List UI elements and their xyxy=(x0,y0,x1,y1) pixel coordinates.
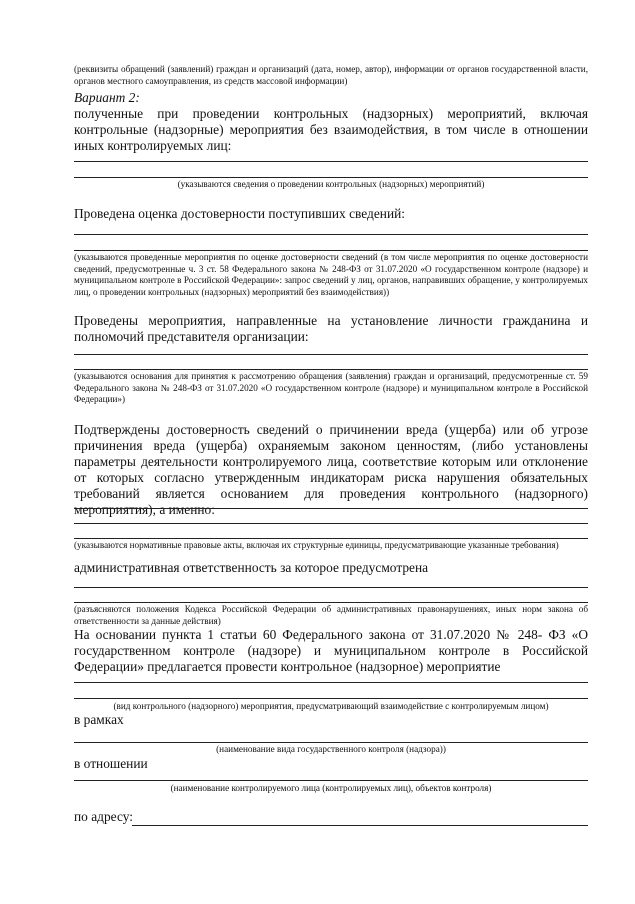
address-label: по адресу: xyxy=(74,809,133,824)
control-type-caption: (наименование вида государственного контроля (надзора)) xyxy=(216,744,446,754)
fill-line xyxy=(74,160,588,162)
variant-2-heading: Вариант 2: xyxy=(74,90,140,105)
variant-2-text: полученные при проведении контрольных (надзорных) мероприятий, включая контрольные (надзорные) мероприятия без взаимодействия, в том числе в отношении иных контролируемых лиц: xyxy=(74,106,588,153)
grounds-caption: (указываются основания для принятия к рассмотрению обращения (заявления) граждан и организаций, предусмотренные ст. 59 Федерального закона № 248-ФЗ от 31.07.2020 «О государственном контроле (надзоре) и муниципальном контроле в Российской Федерации») xyxy=(74,371,588,404)
controlled-person-caption: (наименование контролируемого лица (контролируемых лиц), объектов контроля) xyxy=(170,783,492,793)
fill-line xyxy=(74,741,588,743)
reliability-caption: (указываются проведенные мероприятия по оценке достоверности сведений (в том числе мероприятия по оценке достоверности сведений, предусмотренные ч. 3 ст. 58 Федерального закона № 248-ФЗ от 31.07.2020 «О государственном контроле (надзоре) и муниципальном контроле в Российской Федерации»: запрос сведений у лиц, органов, направивших обращение, у контролируемых лиц, о проведении контрольных (надзорных) мероприятий без взаимодействия)) xyxy=(74,252,588,297)
code-provisions-caption: (разъясняются положения Кодекса Российской Федерации об административных правонарушениях, иных норм закона об ответственности за данные действия) xyxy=(74,604,588,626)
fill-line xyxy=(74,507,588,509)
address-line xyxy=(132,824,588,826)
measures-caption: (указываются сведения о проведении контрольных (надзорных) мероприятий) xyxy=(177,179,485,189)
fill-line xyxy=(74,353,588,355)
requisites-caption: (реквизиты обращений (заявлений) граждан и организаций (дата, номер, автор), информации от органов государственной власти, органов местного самоуправления, из средств массовой информации) xyxy=(74,64,588,86)
normative-acts-caption: (указываются нормативные правовые акты, включая их структурные единицы, предусматривающие указанные требования) xyxy=(74,540,559,550)
fill-line xyxy=(74,233,588,235)
fill-line xyxy=(74,176,588,178)
confirmed-reliability-text: Подтверждены достоверность сведений о причинении вреда (ущерба) или об угрозе причинения вреда (ущерба) охраняемым законом ценностям, (либо установлены параметры деятельности контролируемого лица, соответствие которым или отклонение от которых согласно утвержденным индикаторам риска нарушения обязательных требований является основанием для проведения контрольного (надзорного) мероприятия), а именно: xyxy=(74,422,588,517)
fill-line xyxy=(74,368,588,370)
fill-line xyxy=(74,779,588,781)
measure-type-caption: (вид контрольного (надзорного) мероприятия, предусматривающий взаимодействие с контролируемым лицом) xyxy=(113,701,549,711)
identity-check-text: Проведены мероприятия, направленные на установление личности гражданина и полномочий представителя организации: xyxy=(74,313,588,344)
fill-line xyxy=(74,537,588,539)
proposal-text: На основании пункта 1 статьи 60 Федерального закона от 31.07.2020 № 248- ФЗ «О государственном контроле (надзоре) и муниципальном контроле в Российской Федерации» предлагается провести контрольное (надзорное) мероприятие xyxy=(74,627,588,674)
fill-line xyxy=(74,601,588,603)
within-label: в рамках xyxy=(74,712,124,727)
fill-line xyxy=(74,697,588,699)
administrative-liability-text: административная ответственность за которое предусмотрена xyxy=(74,560,429,575)
reliability-assessment-text: Проведена оценка достоверности поступивших сведений: xyxy=(74,206,406,221)
regarding-label: в отношении xyxy=(74,756,148,771)
fill-line xyxy=(74,249,588,251)
fill-line xyxy=(74,522,588,524)
fill-line xyxy=(74,681,588,683)
fill-line xyxy=(74,586,588,588)
